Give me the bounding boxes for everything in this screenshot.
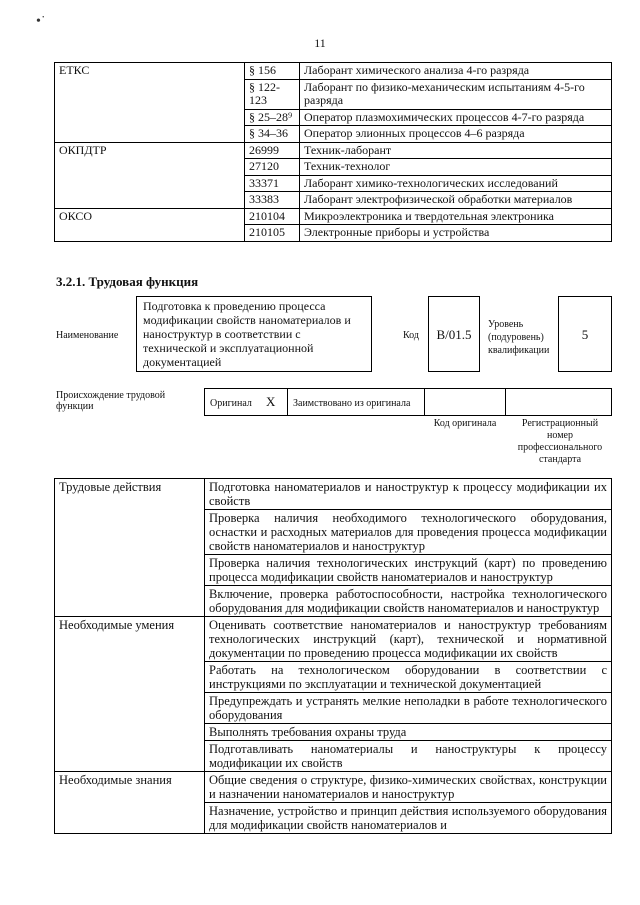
classifier-name: Техник-технолог [300,159,612,176]
function-code-value: B/01.5 [428,296,480,372]
name-label: Наименование [56,330,119,341]
detail-item: Включение, проверка работоспособности, настройка технологического оборудования для модификации свойств наноматериалов и наноструктур [205,586,612,617]
function-name-value: Подготовка к проведению процесса модификации свойств наноматериалов и наноструктур в соответствии с технической и эксплуатационной документацией [136,296,372,372]
classifier-row [55,63,612,80]
classifier-group: ОКПДТР [55,142,245,208]
classifier-row [55,208,612,225]
classifier-name: Лаборант по физико-механическим испытаниям 4-5-го разряда [300,79,612,109]
classifier-group: ЕТКС [55,63,245,143]
original-label: Оригинал [210,398,252,409]
detail-item: Назначение, устройство и принцип действия используемого оборудования для модификации свойств наноматериалов и [205,803,612,834]
classifier-code: 26999 [245,142,300,159]
detail-item: Предупреждать и устранять мелкие неполадки в работе технологического оборудования [205,693,612,724]
detail-row [55,479,612,510]
code-label: Код [403,330,419,341]
page-number: 11 [314,36,326,50]
detail-item: Оценивать соответствие наноматериалов и наноструктур требованиям технологических инструкций (карт), технической и нормативной документации по проведению процесса модификации их свойств [205,617,612,662]
detail-category: Необходимые знания [55,772,205,834]
classifier-row [55,142,612,159]
classifier-code: § 34–36 [245,126,300,143]
detail-item: Выполнять требования охраны труда [205,724,612,741]
classifier-name: Оператор элионных процессов 4–6 разряда [300,126,612,143]
classifier-name: Лаборант электрофизической обработки материалов [300,192,612,209]
classifier-name: Лаборант химико-технологических исследований [300,175,612,192]
classifier-name: Микроэлектроника и твердотельная электроника [300,208,612,225]
classifier-name: Электронные приборы и устройства [300,225,612,242]
detail-category: Необходимые умения [55,617,205,772]
borrowed-label: Заимствовано из оригинала [293,398,411,409]
classifier-code: 210105 [245,225,300,242]
detail-item: Проверка наличия технологических инструкций (карт) по проведению процесса модификации свойств наноматериалов и наноструктур [205,555,612,586]
classifier-code: 33371 [245,175,300,192]
function-details-table [54,478,612,834]
classifier-group: ОКСО [55,208,245,241]
detail-row [55,617,612,662]
classifier-name: Оператор плазмохимических процессов 4-7-го разряда [300,109,612,126]
original-code-cell [424,388,506,416]
detail-category: Трудовые действия [55,479,205,617]
classifier-name: Лаборант химического анализа 4-го разряда [300,63,612,80]
registration-caption: Регистрационный номер профессионального стандарта [517,418,603,465]
classifier-code: § 122-123 [245,79,300,109]
detail-item: Подготовка наноматериалов и наноструктур к процессу модификации их свойств [205,479,612,510]
level-label: Уровень (подуровень) квалификации [488,319,550,356]
section-title: 3.2.1. Трудовая функция [56,274,199,289]
classifier-code: 33383 [245,192,300,209]
origin-label: Происхождение трудовой функции [56,390,166,412]
qualification-level-value: 5 [558,296,612,372]
detail-item: Общие сведения о структуре, физико-химических свойствах, конструкции и назначении наноматериалов и наноструктур [205,772,612,803]
detail-item: Подготавливать наноматериалы и наноструктуры к процессу модификации их свойств [205,741,612,772]
classifier-code: § 25–28⁹ [245,109,300,126]
classifier-code: § 156 [245,63,300,80]
original-mark: X [266,394,276,409]
registration-number-cell [505,388,612,416]
classifier-table [54,62,612,242]
detail-item: Проверка наличия необходимого технологического оборудования, оснастки и расходных материалов для проведения процесса модификации свойств наноматериалов и наноструктур [205,510,612,555]
original-code-caption: Код оригинала [433,418,497,429]
classifier-name: Техник-лаборант [300,142,612,159]
classifier-code: 27120 [245,159,300,176]
corner-mark: •˙ [36,14,46,29]
detail-row [55,772,612,803]
classifier-code: 210104 [245,208,300,225]
detail-item: Работать на технологическом оборудовании в соответствии с инструкциями по эксплуатации и технической документацией [205,662,612,693]
